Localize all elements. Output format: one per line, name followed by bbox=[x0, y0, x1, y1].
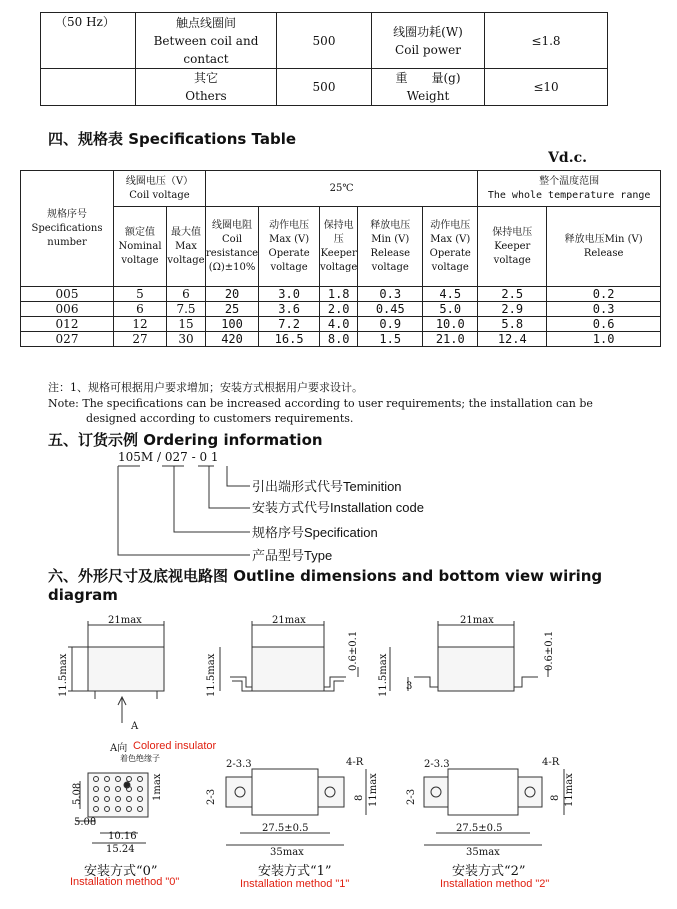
table-cell: 27 bbox=[114, 332, 167, 347]
insulation-table bbox=[40, 12, 608, 106]
weight-label: 重 量(g) Weight bbox=[372, 69, 485, 106]
table-cell: 20 bbox=[206, 287, 259, 302]
table-cell: 1.8 bbox=[320, 287, 358, 302]
table-cell: 10.0 bbox=[423, 317, 478, 332]
table-cell: 0.3 bbox=[358, 287, 423, 302]
svg-text:27.5±0.5: 27.5±0.5 bbox=[456, 823, 503, 834]
svg-text:5.08: 5.08 bbox=[74, 817, 97, 828]
keeper2-header: 保持电压 Keeper voltage bbox=[478, 207, 547, 287]
svg-text:11.5max: 11.5max bbox=[206, 653, 217, 697]
svg-text:2-3: 2-3 bbox=[406, 788, 417, 805]
spec-number-header: 规格序号 Specifications number bbox=[21, 171, 114, 287]
svg-text:0.6±0.1: 0.6±0.1 bbox=[348, 630, 359, 671]
order-leader-lines bbox=[110, 462, 260, 562]
svg-text:11max: 11max bbox=[564, 773, 575, 807]
svg-text:15.24: 15.24 bbox=[106, 844, 135, 855]
table-cell: 4.5 bbox=[423, 287, 478, 302]
table-row bbox=[21, 287, 661, 302]
table-cell: 006 bbox=[21, 302, 114, 317]
between-coil-contact-cell: 触点线圈间 Between coil and contact bbox=[136, 13, 277, 69]
table-cell: 3.0 bbox=[259, 287, 320, 302]
note-cn: 注：1、规格可根据用户要求增加；安装方式根据用户要求设计。 bbox=[48, 381, 363, 394]
colored-insulator-label: Colored insulator bbox=[133, 740, 217, 752]
svg-text:21max: 21max bbox=[460, 615, 494, 626]
whole-temp-header: 整个温度范围 The whole temperature range bbox=[478, 171, 661, 207]
method-2-cn: 安装方式“2” bbox=[452, 864, 526, 879]
table-cell: 420 bbox=[206, 332, 259, 347]
section-5-title: 五、订货示例 Ordering information bbox=[48, 431, 323, 449]
table-cell: 012 bbox=[21, 317, 114, 332]
table-cell: 100 bbox=[206, 317, 259, 332]
table-cell: 6 bbox=[114, 302, 167, 317]
table-cell: 4.0 bbox=[320, 317, 358, 332]
table-cell: 5.0 bbox=[423, 302, 478, 317]
table-cell: 7.2 bbox=[259, 317, 320, 332]
table-cell: 7.5 bbox=[167, 302, 206, 317]
table-cell: 6 bbox=[167, 287, 206, 302]
table-row bbox=[21, 332, 661, 347]
others-cell: 其它 Others bbox=[136, 69, 277, 106]
svg-text:8: 8 bbox=[550, 794, 561, 801]
svg-text:27.5±0.5: 27.5±0.5 bbox=[262, 823, 309, 834]
table-cell: 0.3 bbox=[547, 302, 661, 317]
method-1-en: Installation method "1" bbox=[240, 878, 350, 890]
section-4-title: 四、规格表 Specifications Table bbox=[48, 130, 297, 148]
max-header: 最大值 Max voltage bbox=[167, 207, 206, 287]
table-cell: 12 bbox=[114, 317, 167, 332]
svg-text:1max: 1max bbox=[152, 773, 163, 801]
svg-text:4-R: 4-R bbox=[542, 757, 560, 768]
test-voltage-cell: 500 bbox=[277, 13, 372, 69]
table-cell: 8.0 bbox=[320, 332, 358, 347]
svg-text:2-3: 2-3 bbox=[206, 788, 217, 805]
table-cell: 1.5 bbox=[358, 332, 423, 347]
svg-text:21max: 21max bbox=[272, 615, 306, 626]
table-cell: 0.2 bbox=[547, 287, 661, 302]
coil-resistance-header: 线圈电阻 Coil resistance (Ω)±10% bbox=[206, 207, 259, 287]
order-label-installation: 安装方式代号Installation code bbox=[252, 500, 424, 516]
table-cell: 1.0 bbox=[547, 332, 661, 347]
svg-text:着色绝缘子: 着色绝缘子 bbox=[120, 754, 160, 763]
nominal-header: 额定值 Nominal voltage bbox=[114, 207, 167, 287]
table-cell: 15 bbox=[167, 317, 206, 332]
unit-label: Vd.c. bbox=[548, 150, 587, 166]
table-cell: 12.4 bbox=[478, 332, 547, 347]
svg-text:11max: 11max bbox=[368, 773, 379, 807]
freq-cell: （50 Hz） bbox=[41, 13, 136, 69]
others-voltage-cell: 500 bbox=[277, 69, 372, 106]
table-cell: 5 bbox=[114, 287, 167, 302]
table-cell: 5.8 bbox=[478, 317, 547, 332]
svg-text:21max: 21max bbox=[108, 615, 142, 626]
order-label-type: 产品型号Type bbox=[252, 548, 333, 564]
table-cell: 2.0 bbox=[320, 302, 358, 317]
table-cell: 2.9 bbox=[478, 302, 547, 317]
table-cell: 2.5 bbox=[478, 287, 547, 302]
table-cell: 16.5 bbox=[259, 332, 320, 347]
svg-text:11.5max: 11.5max bbox=[58, 653, 69, 697]
note-en-2: designed according to customers requirements. bbox=[86, 412, 354, 425]
order-label-terminition: 引出端形式代号Teminition bbox=[252, 479, 402, 495]
svg-text:11.5max: 11.5max bbox=[378, 653, 389, 697]
svg-text:2-3.3: 2-3.3 bbox=[424, 759, 450, 770]
table-cell: 005 bbox=[21, 287, 114, 302]
svg-text:8: 8 bbox=[354, 794, 365, 801]
method-1-cn: 安装方式“1” bbox=[258, 864, 332, 879]
note-en-1: Note: The specifications can be increased according to user requirements; the installation can be bbox=[48, 397, 593, 410]
keeper-header: 保持电压 Keeper voltage bbox=[320, 207, 358, 287]
svg-text:10.16: 10.16 bbox=[108, 831, 137, 842]
svg-text:5.08: 5.08 bbox=[72, 782, 83, 805]
svg-text:35max: 35max bbox=[466, 847, 500, 858]
side-view-method2 bbox=[390, 621, 548, 691]
specifications-table bbox=[20, 170, 661, 347]
svg-text:3: 3 bbox=[406, 681, 413, 692]
temp-25-header: 25℃ bbox=[206, 171, 478, 207]
svg-text:0.6±0.1: 0.6±0.1 bbox=[544, 630, 555, 671]
table-cell: 027 bbox=[21, 332, 114, 347]
weight-value: ≤10 bbox=[485, 69, 608, 106]
method-0-cn: 安装方式“0” bbox=[84, 864, 158, 879]
table-cell: 21.0 bbox=[423, 332, 478, 347]
table-cell: 3.6 bbox=[259, 302, 320, 317]
side-view-basic bbox=[68, 621, 164, 723]
svg-text:2-3.3: 2-3.3 bbox=[226, 759, 252, 770]
order-code: 105M / 027 - 0 1 bbox=[118, 450, 219, 464]
svg-text:4-R: 4-R bbox=[346, 757, 364, 768]
coil-voltage-header: 线圈电压（V） Coil voltage bbox=[114, 171, 206, 207]
table-cell: 0.6 bbox=[547, 317, 661, 332]
table-cell: 0.45 bbox=[358, 302, 423, 317]
table-row bbox=[21, 302, 661, 317]
svg-text:A: A bbox=[131, 721, 139, 732]
section-6-title: 六、外形尺寸及底视电路图 Outline dimensions and bottom view wiring bbox=[48, 567, 603, 585]
release-header: 释放电压 Min (V) Release voltage bbox=[358, 207, 423, 287]
coil-power-value: ≤1.8 bbox=[485, 13, 608, 69]
table-cell: 25 bbox=[206, 302, 259, 317]
order-label-specification: 规格序号Specification bbox=[252, 525, 378, 541]
coil-power-label: 线圈功耗(W) Coil power bbox=[372, 13, 485, 69]
section-6-title-2: diagram bbox=[48, 586, 118, 604]
operate2-header: 动作电压 Max (V) Operate voltage bbox=[423, 207, 478, 287]
svg-text:A向: A向 bbox=[110, 743, 128, 754]
method-2-en: Installation method "2" bbox=[440, 878, 550, 890]
table-row bbox=[21, 317, 661, 332]
operate-header: 动作电压 Max (V) Operate voltage bbox=[259, 207, 320, 287]
release2-header: 释放电压Min (V) Release bbox=[547, 207, 661, 287]
svg-text:35max: 35max bbox=[270, 847, 304, 858]
table-cell: 0.9 bbox=[358, 317, 423, 332]
table-cell: 30 bbox=[167, 332, 206, 347]
side-view-method1 bbox=[220, 621, 358, 691]
method-0-en: Installation method "0" bbox=[70, 876, 180, 888]
